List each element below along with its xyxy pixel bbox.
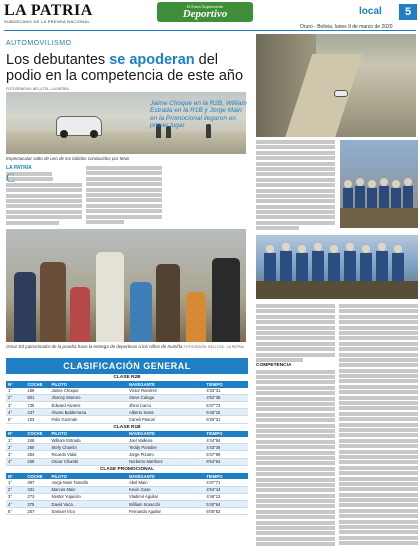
table-cell: Edward Alvarez <box>50 401 127 408</box>
table-cell: 1° <box>6 388 25 395</box>
headline-part-2: del podio en la competencia de este año <box>6 52 244 84</box>
headline-highlight: se apoderan <box>109 52 195 68</box>
results-class-title: CLASE PROMOCIONAL <box>99 467 155 472</box>
table-row <box>6 444 248 451</box>
table-cell: 6'54"64 <box>204 458 248 465</box>
table-cell: 4° <box>6 409 25 416</box>
table-cell: Vladimir Aguilar <box>127 493 204 500</box>
column-header: N° <box>6 473 25 479</box>
person <box>212 258 240 342</box>
table-cell: 3° <box>6 401 25 408</box>
article-column-2 <box>86 166 162 228</box>
pull-quote: Jaime Choque en la R2B, William Estrada en la R1B y Jorge Main en la Promocional llegaron en primer lugar <box>150 100 247 130</box>
table-cell: 331 <box>25 486 49 493</box>
table-cell: 273 <box>25 493 49 500</box>
table-cell: 735 <box>25 401 49 408</box>
table-cell: 4'47"71 <box>204 479 248 486</box>
table-cell: Caneli Pascal <box>127 416 204 423</box>
column-header: COCHE <box>25 473 49 479</box>
table-row <box>6 394 248 401</box>
photo-caption-middle <box>6 344 246 349</box>
table-cell: 501 <box>25 394 49 401</box>
table-cell: 6'05"53 <box>204 508 248 515</box>
article-column-4 <box>256 304 335 544</box>
table-cell: Ricardo Vidal <box>50 451 127 458</box>
table-row <box>6 451 248 458</box>
table-cell: 5'47"73 <box>204 401 248 408</box>
table-cell: William Estrada <box>50 437 127 444</box>
table-cell: 5° <box>6 416 25 423</box>
table-cell: 4'33"31 <box>204 388 248 395</box>
rally-car-distant <box>334 90 348 97</box>
photo-caption-top: Espectacular salto de uno de los bólidos conducidos por Main <box>6 156 130 161</box>
table-cell: 5'40"64 <box>204 500 248 507</box>
caption-middle-credit: FOTOGRAFÍA: BELLOTA - LA PATRIA <box>183 345 244 349</box>
table-cell: 258 <box>25 458 49 465</box>
table-cell: 3° <box>6 451 25 458</box>
table-cell: Jorge Main Tamaño <box>50 479 127 486</box>
table-row <box>6 458 248 465</box>
photo-podium-group <box>256 235 418 299</box>
photo-award-ceremony <box>6 229 246 342</box>
table-cell: Abel Main <box>127 479 204 486</box>
table-cell: 3° <box>6 493 25 500</box>
newspaper-subtitle: SUBDECANO DE LA PRENSA NACIONAL <box>4 19 90 24</box>
table-row <box>6 508 248 515</box>
podium-stage <box>256 281 418 299</box>
podium-team <box>340 174 418 212</box>
table-cell: William Soracchi <box>127 500 204 507</box>
table-cell: 437 <box>25 409 49 416</box>
table-cell: 5° <box>6 508 25 515</box>
column-header: NAVEGANTE <box>127 381 204 387</box>
table-row <box>6 409 248 416</box>
article-column-1 <box>6 172 82 228</box>
masthead-rule <box>4 30 416 31</box>
table-row <box>6 437 248 444</box>
table-cell: 5'47"99 <box>204 451 248 458</box>
sport-supplement-title: Deportivo <box>182 8 228 20</box>
car-wheel <box>60 130 68 138</box>
table-row <box>6 500 248 507</box>
person <box>156 264 180 342</box>
column-header: TIEMPO <box>204 381 248 387</box>
table-cell: 1° <box>6 479 25 486</box>
table-cell: Víctor Ramírez <box>127 388 204 395</box>
column-header: PILOTO <box>50 473 127 479</box>
table-cell: 257 <box>25 508 49 515</box>
table-row <box>6 493 248 500</box>
photo-credit: FOTOGRAFÍAS: BELLOTA - LA PATRIA <box>6 87 69 91</box>
column-header: NAVEGANTE <box>127 431 204 437</box>
results-class-title: CLASE R1B <box>113 424 141 430</box>
table-cell: Jaime Choque <box>50 388 127 395</box>
sport-supplement-small: El Extra Suplemento <box>186 4 224 9</box>
table-cell: 6'46"15 <box>204 409 248 416</box>
results-table <box>6 358 248 515</box>
table-cell: 397 <box>25 479 49 486</box>
table-cell: Stefy Chambi <box>50 444 127 451</box>
table-cell: Nestor Yujación <box>50 493 127 500</box>
table-cell: Samuel Vico <box>50 508 127 515</box>
article-kicker: AUTOMOVILISMO <box>6 40 72 47</box>
table-cell: Joel Vaillena <box>127 437 204 444</box>
table-cell: Norberto Martínez <box>127 458 204 465</box>
column-header: COCHE <box>25 431 49 437</box>
results-class-table <box>6 473 248 515</box>
table-cell: Alberto Seiss <box>127 409 204 416</box>
table-cell: 4° <box>6 500 25 507</box>
table-cell: 4'54"44 <box>204 486 248 493</box>
table-cell: 4° <box>6 458 25 465</box>
article-column-3 <box>256 140 335 232</box>
column-header: N° <box>6 381 25 387</box>
article-column-5 <box>339 304 418 546</box>
table-cell: 260 <box>25 444 49 451</box>
person <box>96 252 124 342</box>
table-cell: 4'44"94 <box>204 437 248 444</box>
results-table-title: CLASIFICACIÓN GENERAL <box>6 358 248 374</box>
column-header: N° <box>6 431 25 437</box>
table-row <box>6 388 248 395</box>
table-cell: 2° <box>6 444 25 451</box>
column-label: LA PATRIA <box>6 165 32 171</box>
table-cell: Oscar Chambi <box>50 458 127 465</box>
table-cell: Steve Calugu <box>127 394 204 401</box>
table-cell: Jhimi Carco <box>127 401 204 408</box>
results-groups <box>6 374 248 515</box>
page-number: 5 <box>399 4 417 20</box>
table-cell: 248 <box>25 437 49 444</box>
table-row <box>6 416 248 423</box>
table-cell: 254 <box>25 451 49 458</box>
podium-stage <box>340 208 418 228</box>
column-header: NAVEGANTE <box>127 473 204 479</box>
photo-mountain-road <box>256 34 416 137</box>
table-cell: 103 <box>25 416 49 423</box>
headline-part-1: Los debutantes <box>6 52 110 68</box>
table-cell: Felix Guzmán <box>50 416 127 423</box>
table-cell: Marcos Main <box>50 486 127 493</box>
table-cell: 1° <box>6 437 25 444</box>
person <box>40 262 66 342</box>
table-row <box>6 479 248 486</box>
person <box>186 292 206 342</box>
table-cell: Teddy Portalier <box>127 444 204 451</box>
table-cell: David Vaca <box>50 500 127 507</box>
table-cell: Jhonny Moreno <box>50 394 127 401</box>
caption-middle-text: Omar Ed patrocinador de la prueba hace la entrega de deportivos a los niños de Irumiña <box>6 344 183 349</box>
table-row <box>6 486 248 493</box>
table-cell: 2° <box>6 394 25 401</box>
column-header: TIEMPO <box>204 473 248 479</box>
column-header: PILOTO <box>50 431 127 437</box>
newspaper-logo: LA PATRIA <box>4 2 93 19</box>
table-cell: 4'52"36 <box>204 394 248 401</box>
results-class-title: CLASE R2B <box>113 375 141 381</box>
table-cell: Fernando Aguilar <box>127 508 204 515</box>
results-class-table <box>6 431 248 466</box>
person <box>14 272 36 342</box>
masthead <box>4 2 416 30</box>
table-cell: 6'25"31 <box>204 416 248 423</box>
car-wheel <box>90 130 98 138</box>
table-cell: Kevin Gose <box>127 486 204 493</box>
sport-supplement-banner <box>157 2 253 22</box>
table-cell: 2° <box>6 486 25 493</box>
table-cell: 4'43"36 <box>204 444 248 451</box>
column-header: PILOTO <box>50 381 127 387</box>
table-cell: Álvaro Balderrama <box>50 409 127 416</box>
person <box>70 287 90 342</box>
column-header: COCHE <box>25 381 49 387</box>
table-cell: 375 <box>25 500 49 507</box>
article-headline <box>6 52 246 84</box>
table-cell: 189 <box>25 388 49 395</box>
person <box>130 282 152 342</box>
table-cell: Jorge Pizarro <box>127 451 204 458</box>
table-cell: 4'46"12 <box>204 493 248 500</box>
photo-podium-winners <box>340 140 418 228</box>
table-row <box>6 401 248 408</box>
column-header: TIEMPO <box>204 431 248 437</box>
section-name: local <box>359 6 382 17</box>
dateline: Oruro - Bolivia, lunes 9 de marzo de 2020 <box>300 24 393 30</box>
results-class-table <box>6 381 248 423</box>
subhead-competencia: COMPETENCIA <box>256 363 292 369</box>
